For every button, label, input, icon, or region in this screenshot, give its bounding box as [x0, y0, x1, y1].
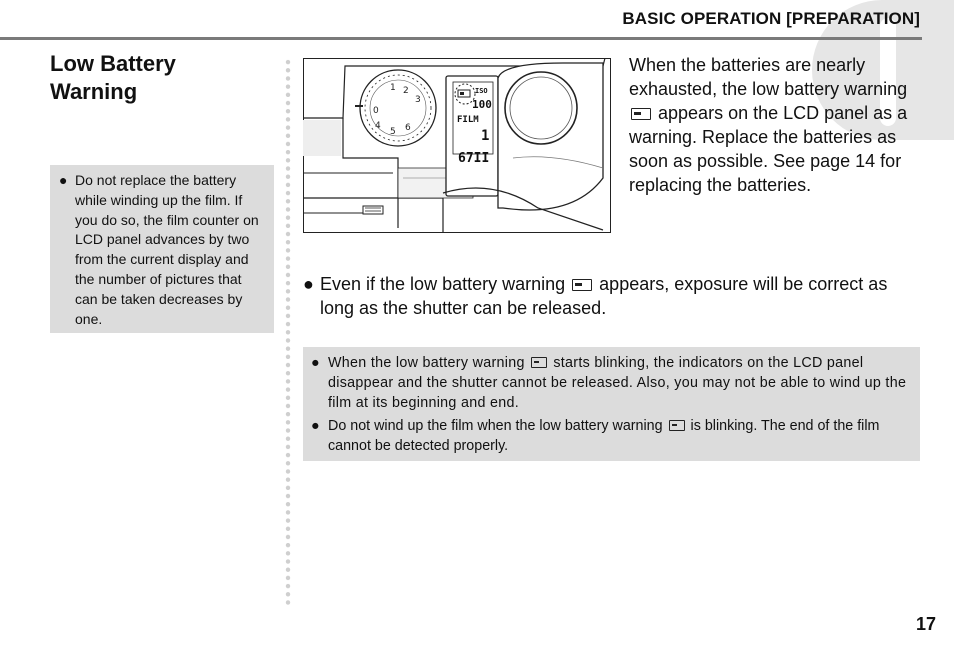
dial-mark: 1: [390, 83, 396, 93]
section-title: Low Battery Warning: [50, 51, 176, 104]
main-bullet-note: [303, 272, 923, 320]
dial-mark: 0: [373, 106, 379, 116]
low-battery-icon: [572, 279, 592, 291]
intro-paragraph: [629, 53, 929, 197]
side-note-text: Do not replace the battery while winding up the film. If you do so, the film counter on LCD panel advances by two from the current display and the number of pictures that can be taken decreases by one.: [75, 172, 259, 327]
low-battery-icon: [631, 108, 651, 120]
side-note-box: [50, 165, 274, 333]
note-item: [311, 416, 912, 456]
header-rule: [0, 37, 922, 40]
lcd-film-label: FILM: [457, 115, 479, 125]
dial-mark: 5: [390, 127, 396, 137]
note-text-after: starts blinking, the indicators on the LCD panel disappear and the shutter cannot be released. Also, you may not be able to wind up the film at its beginning and end.: [328, 355, 907, 411]
dotted-divider: [284, 58, 292, 608]
low-battery-icon: [669, 420, 685, 431]
main-note-text-after: appears, exposure will be correct as long as the shutter can be released.: [320, 274, 888, 318]
notes-box: [303, 347, 920, 461]
bullet-icon: ●: [311, 418, 320, 434]
lcd-iso-label: ISO: [475, 87, 488, 95]
bullet-icon: ●: [59, 172, 68, 188]
intro-text-before: When the batteries are nearly exhausted, the low battery warning: [629, 55, 908, 99]
dial-mark: 3: [415, 95, 421, 105]
model-badge: 67II: [458, 151, 490, 166]
bullet-icon: ●: [311, 355, 320, 371]
low-battery-icon: [531, 357, 547, 368]
note-text-before: Do not wind up the film when the low battery warning: [328, 418, 663, 434]
dial-mark: 6: [405, 123, 411, 133]
main-note-text-before: Even if the low battery warning: [320, 274, 566, 294]
page-number: 17: [915, 614, 936, 634]
bullet-icon: ●: [303, 274, 314, 294]
note-text-before: When the low battery warning: [328, 355, 525, 371]
note-text-after: is blinking. The end of the film cannot be detected properly.: [328, 418, 880, 454]
header-title: BASIC OPERATION [PREPARATION]: [622, 9, 920, 28]
camera-top-illustration: [303, 58, 611, 233]
lcd-frame-counter: 1: [481, 128, 490, 144]
intro-text-after: appears on the LCD panel as a warning. Replace the batteries as soon as possible. See page 14 for replacing the batteries.: [629, 103, 908, 195]
note-item: [311, 353, 912, 413]
dial-mark: 4: [375, 121, 381, 131]
dial-mark: 2: [403, 86, 409, 96]
lcd-iso-value: 100: [472, 98, 492, 111]
